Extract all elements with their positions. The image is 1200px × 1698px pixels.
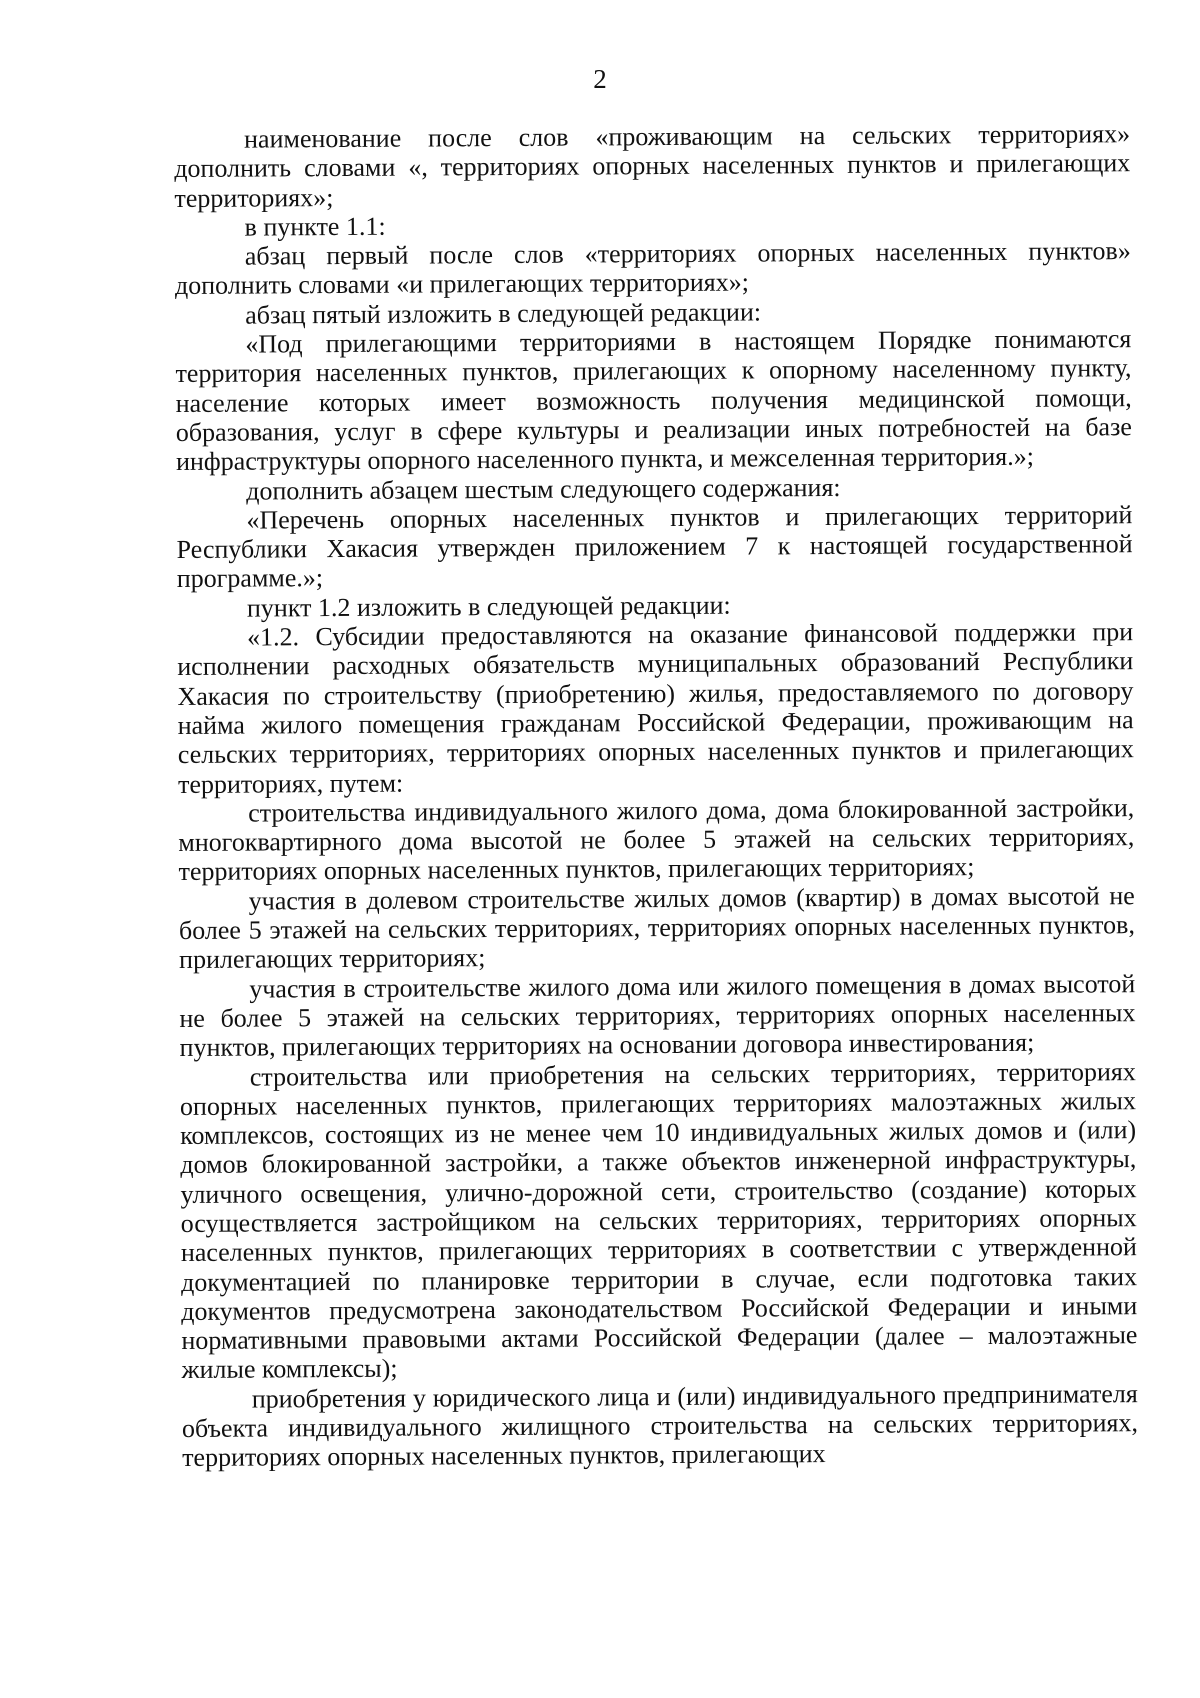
paragraph: приобретения у юридического лица и (или) индивидуального предпринимателя объекта индивидуального жилищного строительства на сельских территориях, территориях опорных населенных пунктов, прилегающих xyxy=(181,1378,1139,1473)
paragraph: строительства индивидуального жилого дома, дома блокированной застройки, многоквартирного дома высотой не более 5 этажей на сельских территориях, территориях опорных населенных пунктов, прилегающих территориях; xyxy=(178,792,1135,887)
paragraph: в пункте 1.1: xyxy=(244,211,386,242)
paragraph: наименование после слов «проживающим на сельских территориях» дополнить словами «, территориях опорных населенных пунктов и прилегающих территориях»; xyxy=(174,119,1131,213)
document-body xyxy=(174,119,1138,1472)
paragraph: дополнить абзацем шестым следующего содержания: xyxy=(246,472,841,506)
paragraph: участия в строительстве жилого дома или жилого помещения в домах высотой не более 5 этажей на сельских территориях, территориях опорных населенных пунктов, прилегающих территориях на основании договора инвестирования; xyxy=(179,968,1136,1063)
paragraph: «Под прилегающими территориями в настоящем Порядке понимаются территория населенных пунктов, прилегающих к опорному населенному пункту, население которых имеет возможность получения медицинской помощи, образования, услуг в сфере культуры и реализации иных потребностей на базе инфраструктуры опорного населенного пункта, и межселенная территория.»; xyxy=(175,324,1132,477)
page-number: 2 xyxy=(593,64,607,94)
paragraph: «1.2. Субсидии предоставляются на оказание финансовой поддержки при исполнении расходных обязательств муниципальных образований Республики Хакасия по строительству (приобретению) жилья, предоставляемого по договору найма жилого помещения гражданам Российской Федерации, проживающим на сельских территориях, территориях опорных населенных пунктов и прилегающих территориях, путем: xyxy=(177,617,1134,799)
paragraph: участия в долевом строительстве жилых домов (квартир) в домах высотой не более 5 этажей на сельских территориях, территориях опорных населенных пунктов, прилегающих территориях; xyxy=(178,880,1135,975)
paragraph: «Перечень опорных населенных пунктов и прилегающих территорий Республики Хакасия утвержден приложением 7 к настоящей государственной программе.»; xyxy=(176,500,1133,594)
paragraph: абзац первый после слов «территориях опорных населенных пунктов» дополнить словами «и прилегающих территориях»; xyxy=(174,236,1131,301)
paragraph: абзац пятый изложить в следующей редакции: xyxy=(245,297,762,330)
paragraph: пункт 1.2 изложить в следующей редакции: xyxy=(246,590,731,623)
paragraph: строительства или приобретения на сельских территориях, территориях опорных населенных пунктов, прилегающих территориях малоэтажных жилых комплексов, состоящих из не менее чем 10 индивидуальных жилых домов и (или) домов блокированной застройки, а также объектов инженерной инфраструктуры, уличного освещения, улично-дорожной сети, строительство (создание) которых осуществляется застройщиком на сельских территориях, территориях опорных населенных пунктов, прилегающих территориях в соответствии с утвержденной документацией по планировке территории в случае, если подготовка таких документов предусмотрена законодательством Российской Федерации и иными нормативными правовыми актами Российской Федерации (далее – малоэтажные жилые комплексы); xyxy=(179,1056,1138,1385)
